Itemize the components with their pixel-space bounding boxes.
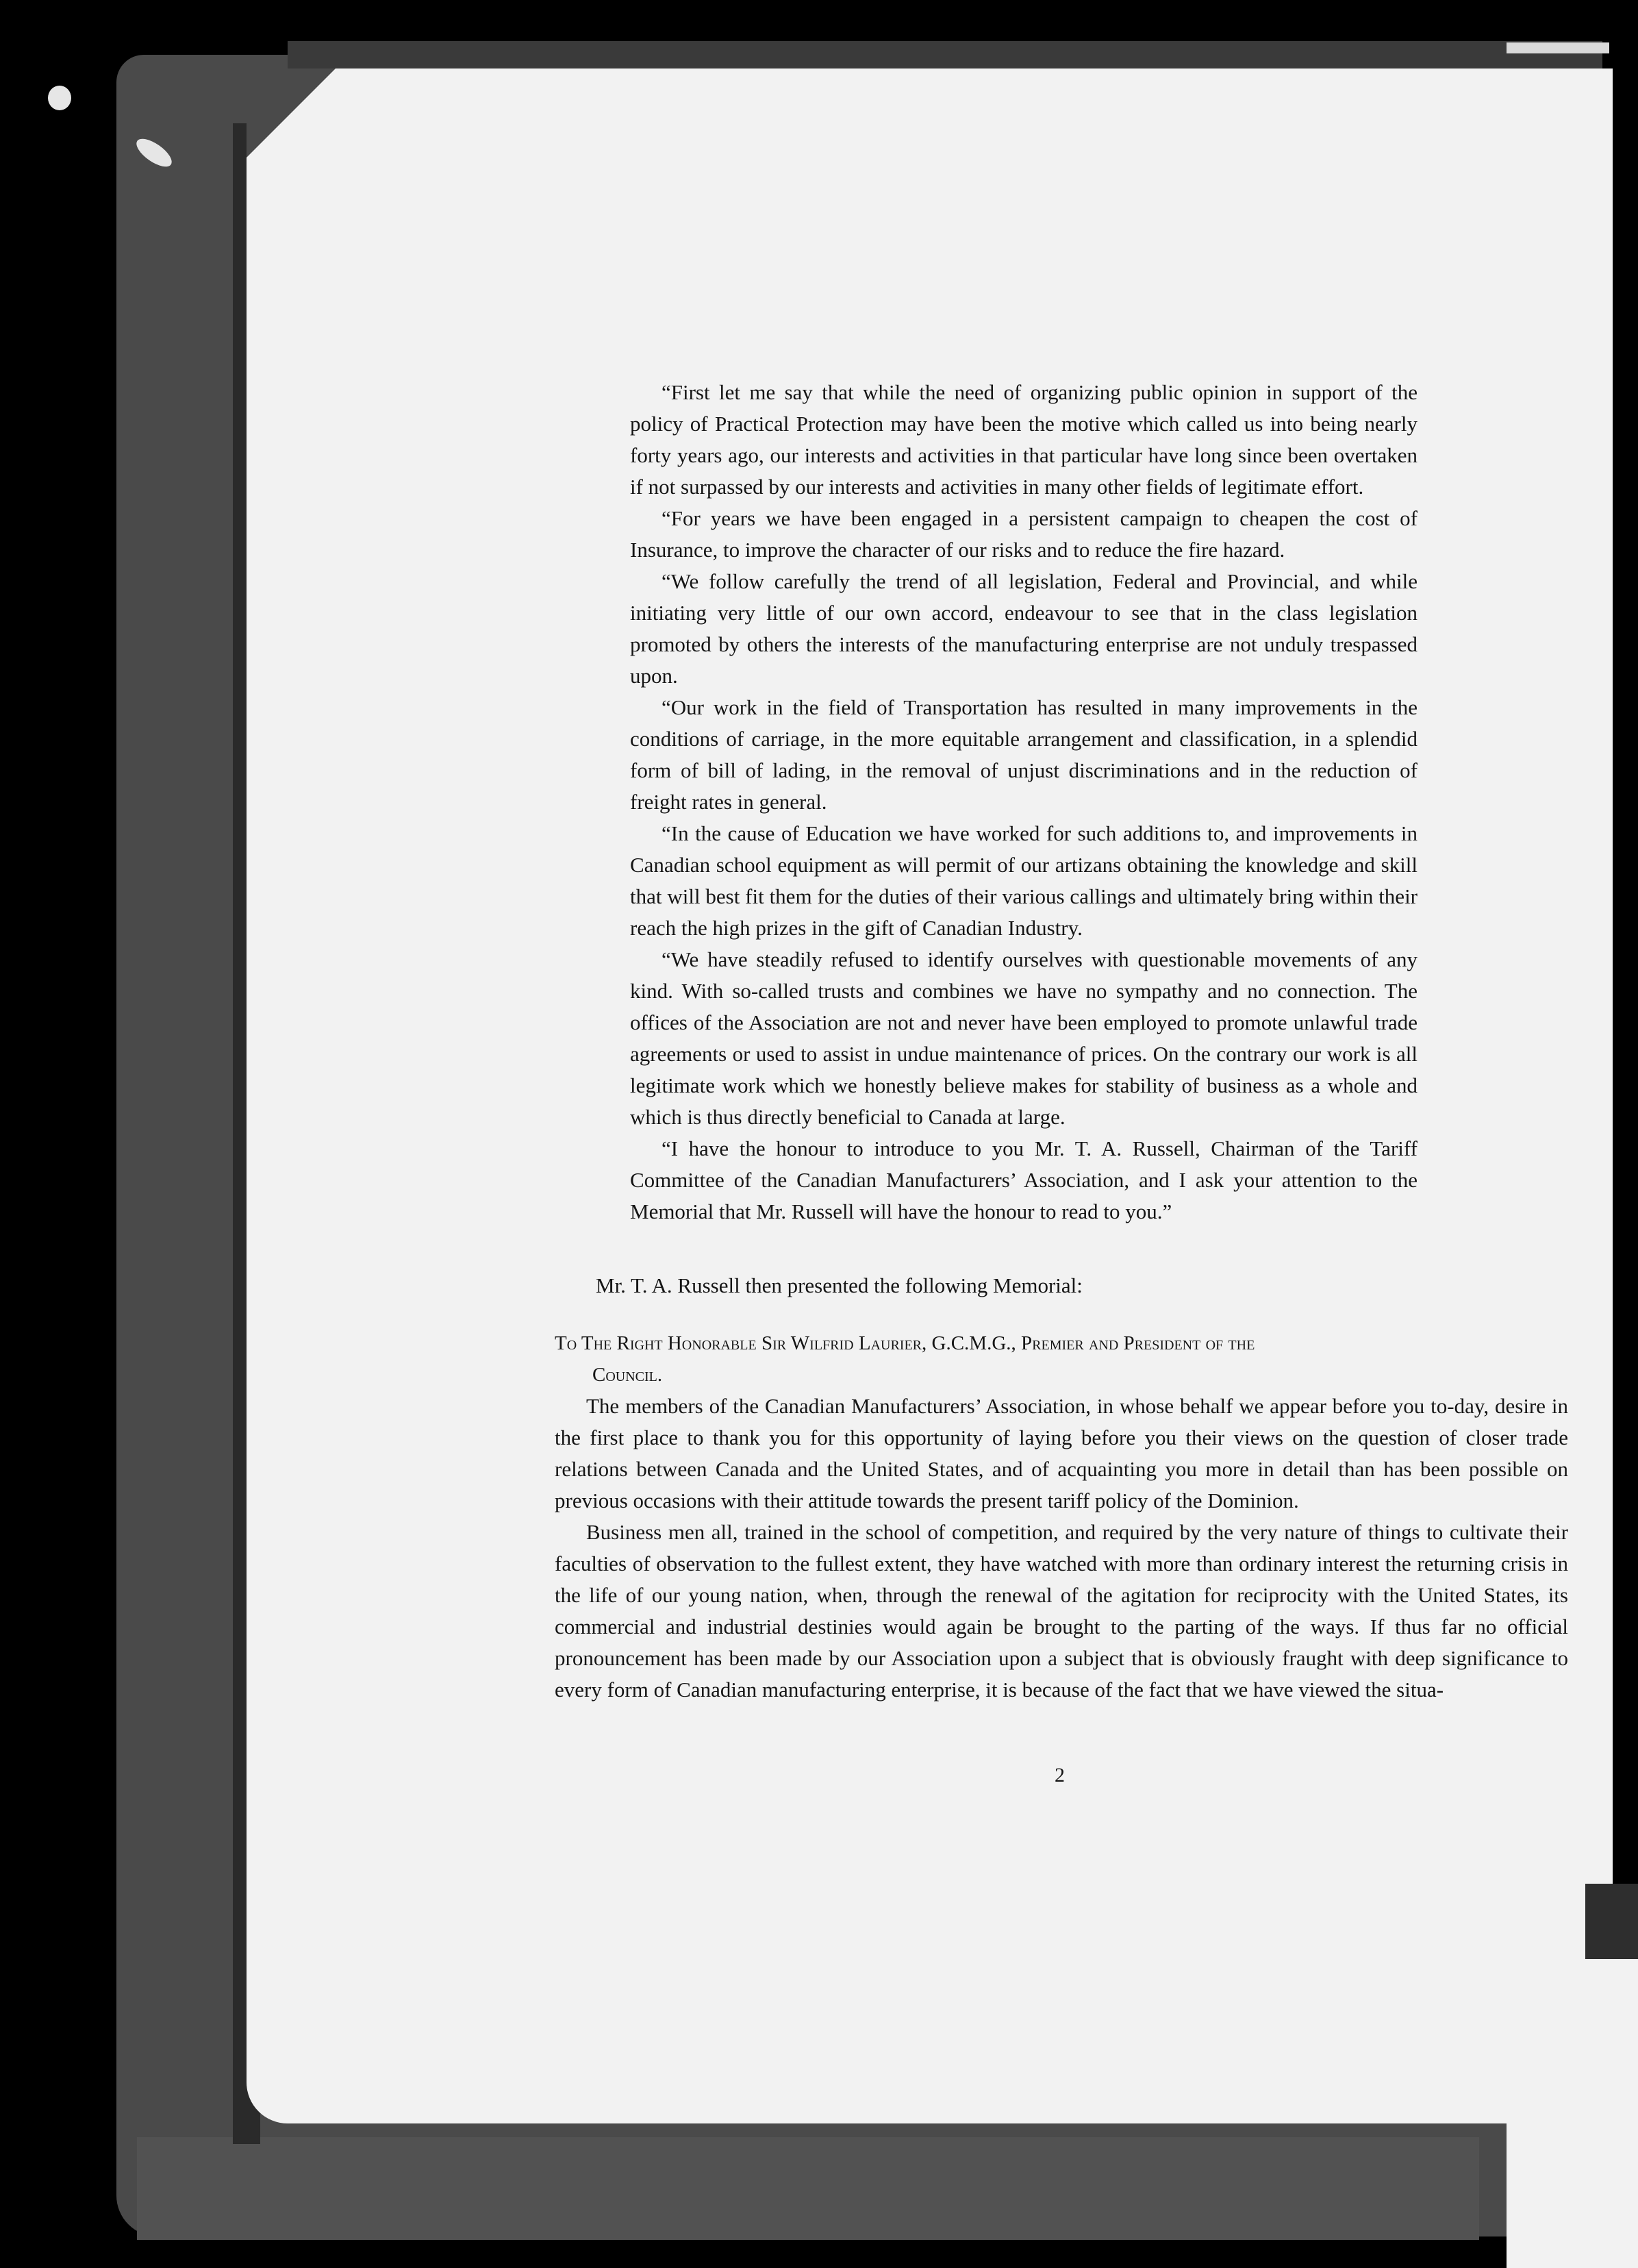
memorial-intro: Mr. T. A. Russell then presented the following Memorial:	[596, 1273, 1083, 1297]
paragraph: The members of the Canadian Manufacturers’ Association, in whose behalf we appear before you to-day, desire in the first place to thank you for this opportunity of laying before you their views on the question of closer trade relations between Canada and the United States, and of acquainting you more in detail than has been possible on previous occasions with their attitude towards the present tariff policy of the Dominion.	[555, 1394, 1568, 1512]
quoted-address	[630, 377, 1418, 1228]
paragraph: “We have steadily refused to identify ourselves with questionable movements of any kind. With so-called trusts and combines we have no sympathy and no connection. The offices of the Association are not and never have been employed to promote unlawful trade agreements or used to assist in undue maintenance of prices. On the contrary our work is all legitimate work which we honestly believe makes for stability of business as a whole and which is thus directly beneficial to Canada at large.	[630, 947, 1418, 1129]
paragraph: “Our work in the field of Transportation has resulted in many improvements in the conditions of carriage, in the more equitable arrangement and classification, in a splendid form of bill of lading, in the removal of unjust discriminations and in the reduction of freight rates in general.	[630, 695, 1418, 814]
salutation-line: Council.	[592, 1364, 663, 1386]
paragraph: “We follow carefully the trend of all legislation, Federal and Provincial, and while initiating very little of our own accord, endeavour to see that in the class legislation promoted by others the interests of the manufacturing enterprise are not unduly trespassed upon.	[630, 569, 1418, 688]
memorial-salutation	[555, 1328, 1568, 1391]
page-number: 2	[1055, 1764, 1065, 1786]
scan-mount-bottom-edge	[137, 2137, 1479, 2240]
salutation-line: To The Right Honorable Sir Wilfrid Laurier, G.C.M.G., Premier and President of the	[555, 1332, 1255, 1354]
scan-speck	[48, 86, 71, 110]
scan-right-strip	[1507, 1959, 1638, 2268]
paragraph: Business men all, trained in the school of competition, and required by the very nature of things to cultivate their faculties of observation to the fullest extent, they have watched with more than ordinary interest the returning crisis in the life of our young nation, when, through the renewal of the agitation for reciprocity with the United States, its commercial and industrial destinies would again be brought to the parting of the ways. If thus far no official pronouncement has been made by our Association upon a subject that is obviously fraught with deep significance to every form of Canadian manufacturing enterprise, it is because of the fact that we have viewed the situa-	[555, 1520, 1568, 1702]
scan-top-right-mark	[1507, 42, 1609, 53]
paragraph: “In the cause of Education we have worked for such additions to, and improvements in Canadian school equipment as will permit of our artizans obtaining the knowledge and skill that will best fit them for the duties of their various callings and ultimately bring within their reach the high prizes in the gift of Canadian Industry.	[630, 821, 1418, 940]
memorial-body	[555, 1391, 1568, 1706]
paragraph: “First let me say that while the need of organizing public opinion in support of the policy of Practical Protection may have been the motive which called us into being nearly forty years ago, our interests and activities in that particular have long since been overtaken if not surpassed by our interests and activities in many other fields of legitimate effort.	[630, 380, 1418, 499]
paragraph: “I have the honour to introduce to you Mr. T. A. Russell, Chairman of the Tariff Committee of the Canadian Manufacturers’ Association, and I ask your attention to the Memorial that Mr. Russell will have the honour to read to you.”	[630, 1136, 1418, 1223]
paragraph: “For years we have been engaged in a persistent campaign to cheapen the cost of Insurance, to improve the character of our risks and to reduce the fire hazard.	[630, 506, 1418, 562]
scan-mount-top-edge	[288, 41, 1602, 68]
